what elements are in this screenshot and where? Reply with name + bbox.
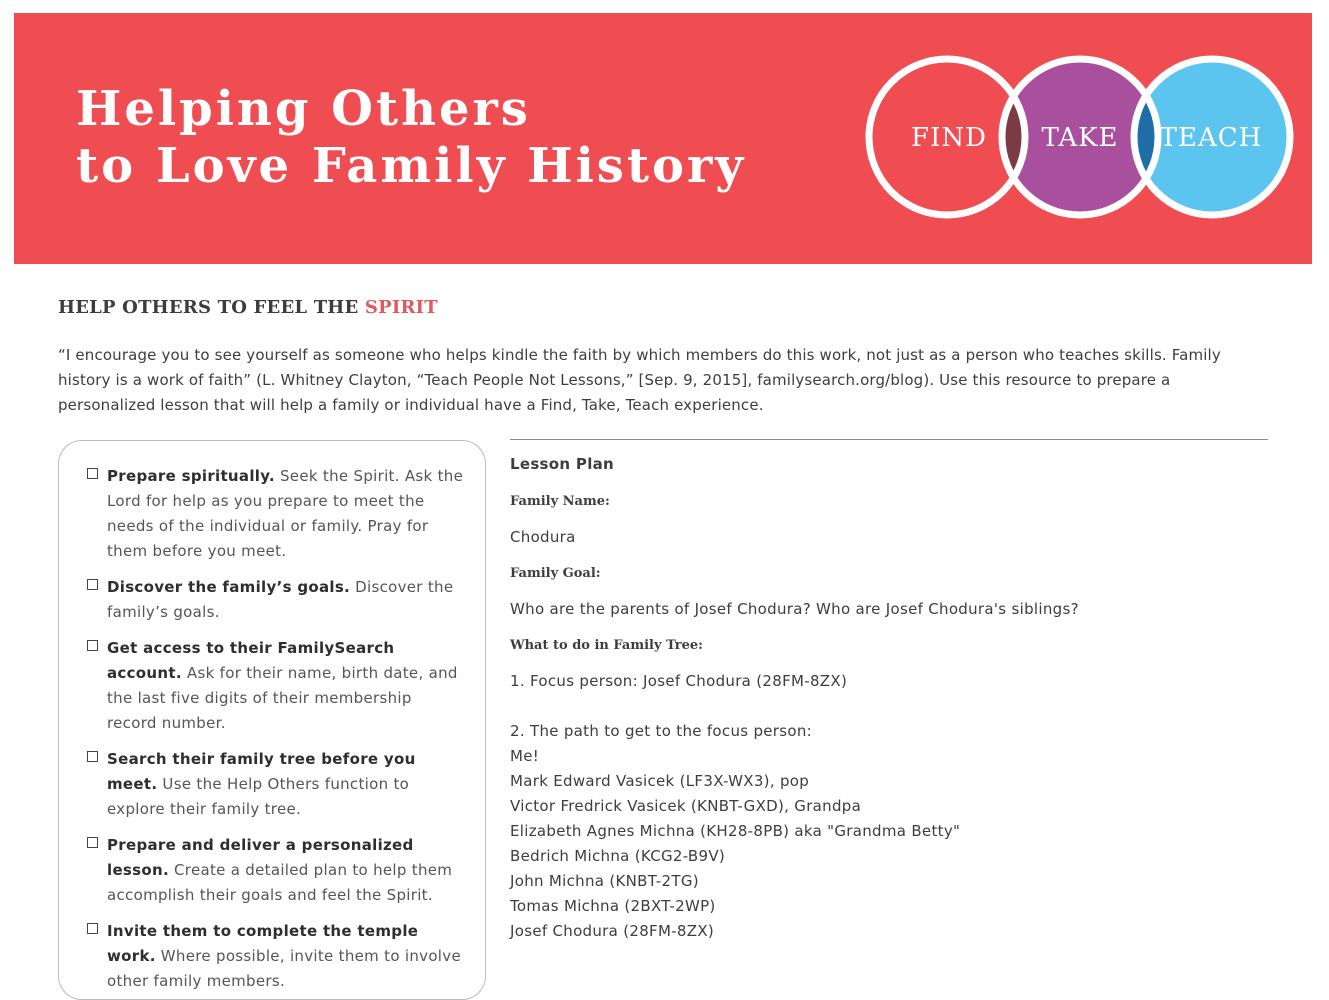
list-item: 2. The path to get to the focus person: xyxy=(510,722,813,740)
teach-label: TEACH xyxy=(1159,123,1263,153)
checklist-item-title: Invite them to complete the temple work. xyxy=(107,922,419,965)
page-title xyxy=(76,81,746,195)
list-item: Josef Chodura (28FM-8ZX) xyxy=(510,922,715,940)
list-item: Me! xyxy=(510,747,540,765)
title-line-1: Helping Others xyxy=(76,81,531,137)
section-heading xyxy=(58,297,438,318)
ancestor-path-list xyxy=(510,719,960,944)
checklist-item-title: Search their family tree before you meet. xyxy=(107,750,416,793)
checklist-item-get-access xyxy=(87,636,465,736)
what-to-do-label: What to do in Family Tree: xyxy=(510,638,703,653)
checklist-item-body: Ask for their name, birth date, and the last five digits of their membership record number. xyxy=(107,664,458,732)
checklist-item-body: Seek the Spirit. Ask the Lord for help as you prepare to meet the needs of the individual or family. Pray for them before you meet. xyxy=(107,467,464,560)
checklist-item-body: Create a detailed plan to help them accomplish their goals and feel the Spirit. xyxy=(107,861,453,904)
checklist-item-search-tree xyxy=(87,747,465,822)
find-label: FIND xyxy=(911,123,987,153)
checkbox[interactable] xyxy=(87,468,98,479)
checklist-item-title: Discover the family’s goals. xyxy=(107,578,351,596)
checklist-item-prepare-spiritually xyxy=(87,464,465,564)
list-item: John Michna (KNBT-2TG) xyxy=(510,872,699,890)
list-item: Elizabeth Agnes Michna (KH28-8PB) aka "Grandma Betty" xyxy=(510,822,961,840)
checklist-item-body: Discover the family’s goals. xyxy=(107,578,454,621)
family-goal-value: Who are the parents of Josef Chodura? Who are Josef Chodura's siblings? xyxy=(510,600,1079,618)
checklist-item-body: Use the Help Others function to explore their family tree. xyxy=(107,775,410,818)
checklist-item-title: Prepare spiritually. xyxy=(107,467,275,485)
checkbox[interactable] xyxy=(87,751,98,762)
family-name-label: Family Name: xyxy=(510,494,610,509)
checkbox[interactable] xyxy=(87,923,98,934)
section-heading-accent: SPIRIT xyxy=(364,297,438,318)
list-item: Victor Fredrick Vasicek (KNBT-GXD), Grandpa xyxy=(510,797,862,815)
checklist-item-body: Where possible, invite them to involve other family members. xyxy=(107,947,461,990)
checklist-item-discover-goals xyxy=(87,575,465,625)
checkbox[interactable] xyxy=(87,640,98,651)
title-line-2: to Love Family History xyxy=(76,138,747,194)
list-item: Tomas Michna (2BXT-2WP) xyxy=(510,897,716,915)
checkbox[interactable] xyxy=(87,579,98,590)
checklist-panel xyxy=(58,440,486,1000)
divider xyxy=(510,439,1268,440)
list-item: Mark Edward Vasicek (LF3X-WX3), pop xyxy=(510,772,810,790)
list-item: Bedrich Michna (KCG2-B9V) xyxy=(510,847,726,865)
family-name-value: Chodura xyxy=(510,528,576,546)
lesson-plan-title: Lesson Plan xyxy=(510,455,615,473)
checkbox[interactable] xyxy=(87,837,98,848)
section-heading-text: HELP OTHERS TO FEEL THE xyxy=(58,297,365,318)
checklist-item-temple-work xyxy=(87,919,465,994)
find-take-teach-logo xyxy=(852,42,1312,232)
take-label: TAKE xyxy=(1041,123,1119,153)
checklist-item-personalized-lesson xyxy=(87,833,465,908)
family-goal-label: Family Goal: xyxy=(510,566,601,581)
checklist-item-title: Get access to their FamilySearch account. xyxy=(107,639,395,682)
intro-paragraph: “I encourage you to see yourself as someone who helps kindle the faith by which members do this work, not just as a person who teaches skills. Family history is a work of faith” (L. Whitney Clayton, “Teach People Not Lessons,” [Sep. 9, 2015], familysearch.org/blog). Use this resource to prepare a personalized lesson that will help a family or individual have a Find, Take, Teach experience. xyxy=(58,346,1221,414)
focus-person: 1. Focus person: Josef Chodura (28FM-8ZX) xyxy=(510,672,848,690)
checklist-item-title: Prepare and deliver a personalized lesson. xyxy=(107,836,414,879)
